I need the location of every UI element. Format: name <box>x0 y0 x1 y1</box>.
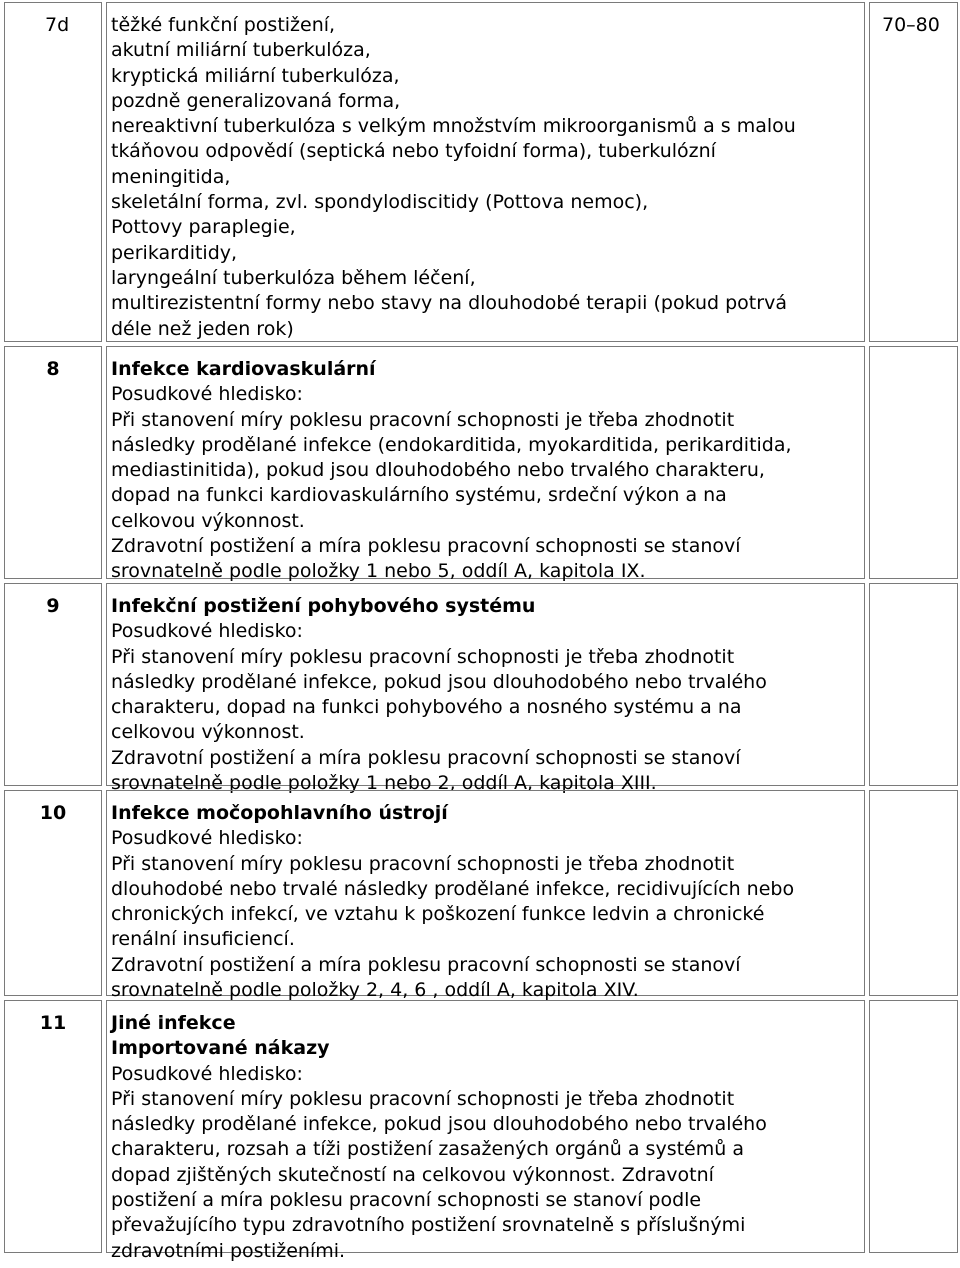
description-line: charakteru, rozsah a tíži postižení zasažených orgánů a systémů a <box>111 1138 744 1161</box>
description-line: Zdravotní postižení a míra poklesu pracovní schopnosti se stanoví <box>111 746 741 769</box>
row-description <box>106 2 865 342</box>
description-line: Zdravotní postižení a míra poklesu pracovní schopnosti se stanoví <box>111 953 741 976</box>
description-line: Posudkové hledisko: <box>111 1062 303 1085</box>
description-line: laryngeální tuberkulóza během léčení, <box>111 266 476 289</box>
description-line: následky prodělané infekce, pokud jsou dlouhodobého nebo trvalého <box>111 670 767 693</box>
description-line: tkáňovou odpovědí (septická nebo tyfoidní forma), tuberkulózní <box>111 140 716 163</box>
section-heading: Infekce kardiovaskulární <box>111 358 376 380</box>
description-line: déle než jeden rok) <box>111 317 294 340</box>
row-number <box>4 790 102 996</box>
description-line: pozdně generalizovaná forma, <box>111 89 401 112</box>
description-line: srovnatelně podle položky 1 nebo 2, oddíl A, kapitola XIII. <box>111 772 657 795</box>
description-line: Posudkové hledisko: <box>111 620 303 643</box>
row-number-text: 8 <box>46 358 60 380</box>
section-heading: Infekční postižení pohybového systému <box>111 595 536 617</box>
description-line: srovnatelně podle položky 2, 4, 6 , oddíl A, kapitola XIV. <box>111 979 639 1002</box>
description-line: dopad na funkci kardiovaskulárního systému, srdeční výkon a na <box>111 484 727 507</box>
description-line: Při stanovení míry poklesu pracovní schopnosti je třeba zhodnotit <box>111 852 735 875</box>
description-line: Při stanovení míry poklesu pracovní schopnosti je třeba zhodnotit <box>111 645 735 668</box>
section-subheading: Importované nákazy <box>111 1037 330 1060</box>
disability-table <box>4 2 958 1262</box>
table-row-7d <box>4 2 958 342</box>
description-line: srovnatelně podle položky 1 nebo 5, oddíl A, kapitola IX. <box>111 560 646 583</box>
description-line: mediastinitida), pokud jsou dlouhodobého nebo trvalého charakteru, <box>111 459 765 482</box>
section-heading: Jiné infekce <box>111 1012 236 1034</box>
table-row-10 <box>4 786 958 1002</box>
row-number <box>4 346 102 579</box>
description-line: postižení a míra poklesu pracovní schopnosti se stanoví podle <box>111 1189 702 1212</box>
row-number <box>4 583 102 786</box>
description-line: Zdravotní postižení a míra poklesu pracovní schopnosti se stanoví <box>111 535 741 558</box>
description-line: následky prodělané infekce (endokarditida, myokarditida, perikarditida, <box>111 433 792 456</box>
description-line: převažujícího typu zdravotního postižení srovnatelně s příslušnými <box>111 1214 746 1237</box>
description-line: zdravotními postiženími. <box>111 1239 346 1262</box>
description-line: Posudkové hledisko: <box>111 827 303 850</box>
table-row-9 <box>4 579 958 795</box>
description-line: skeletální forma, zvl. spondylodiscitidy (Pottova nemoc), <box>111 191 649 214</box>
description-line: dopad zjištěných skutečností na celkovou výkonnost. Zdravotní <box>111 1163 714 1186</box>
percent-range <box>869 790 958 996</box>
row-description <box>106 583 865 795</box>
row-description <box>106 790 865 1002</box>
row-number-text: 9 <box>46 595 60 617</box>
percent-range <box>869 583 958 786</box>
description-line: Při stanovení míry poklesu pracovní schopnosti je třeba zhodnotit <box>111 408 735 431</box>
description-line: akutní miliární tuberkulóza, <box>111 39 371 62</box>
row-number-text: 7d <box>45 14 70 36</box>
row-description <box>106 346 865 583</box>
row-number-text: 11 <box>39 1012 67 1034</box>
description-line: Pottovy paraplegie, <box>111 216 296 239</box>
percent-range <box>869 2 958 342</box>
description-line: renální insuficiencí. <box>111 928 295 951</box>
description-line: charakteru, dopad na funkci pohybového a nosného systému a na <box>111 696 742 719</box>
percent-range <box>869 346 958 579</box>
description-line: meningitida, <box>111 165 231 188</box>
table-row-8 <box>4 342 958 583</box>
section-heading: Infekce močopohlavního ústrojí <box>111 802 448 824</box>
description-line: následky prodělané infekce, pokud jsou dlouhodobého nebo trvalého <box>111 1113 767 1136</box>
percent-text: 70–80 <box>882 14 940 36</box>
row-number <box>4 1000 102 1253</box>
row-description <box>106 1000 865 1262</box>
description-line: celkovou výkonnost. <box>111 509 305 532</box>
description-line: Při stanovení míry poklesu pracovní schopnosti je třeba zhodnotit <box>111 1087 735 1110</box>
percent-range <box>869 1000 958 1253</box>
description-line: kryptická miliární tuberkulóza, <box>111 64 400 87</box>
description-line: Posudkové hledisko: <box>111 383 303 406</box>
description-line: multirezistentní formy nebo stavy na dlouhodobé terapii (pokud potrvá <box>111 292 787 315</box>
description-line: perikarditidy, <box>111 241 238 264</box>
row-number-text: 10 <box>39 802 67 824</box>
table-row-11 <box>4 996 958 1262</box>
row-number <box>4 2 102 342</box>
description-line: nereaktivní tuberkulóza s velkým množstvím mikroorganismů a s malou <box>111 115 796 138</box>
description-line: těžké funkční postižení, <box>111 14 336 36</box>
description-line: chronických infekcí, ve vztahu k poškození funkce ledvin a chronické <box>111 903 765 926</box>
description-line: celkovou výkonnost. <box>111 721 305 744</box>
description-line: dlouhodobé nebo trvalé následky prodělané infekce, recidivujících nebo <box>111 877 795 900</box>
